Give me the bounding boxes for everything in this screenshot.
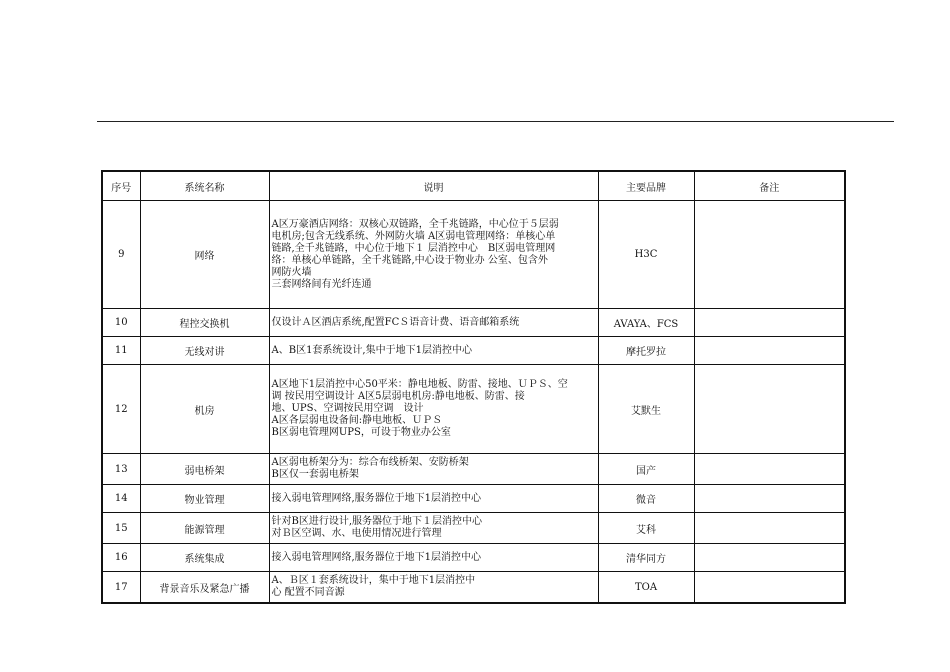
cell-brand: 清华同方 [598, 544, 694, 572]
cell-seq: 14 [102, 485, 140, 513]
cell-description [269, 201, 598, 309]
description-line: 链路,全千兆链路，中心位于地下１ 层消控中心 B区弱电管理网 [271, 242, 556, 254]
cell-description [269, 309, 598, 337]
cell-brand: TOA [598, 572, 694, 604]
table-row [102, 365, 845, 454]
cell-system-name: 能源管理 [140, 513, 269, 544]
description-line: 对Ｂ区空调、水、电使用情况进行管理 [271, 528, 442, 539]
header-seq: 序号 [102, 171, 140, 201]
cell-note [694, 485, 845, 513]
table-row [102, 309, 845, 337]
description-line: B区仅一套弱电桥架 [271, 469, 359, 480]
description-line: 心 配置不同音源 [271, 587, 345, 598]
cell-system-name: 弱电桥架 [140, 454, 269, 485]
header-rule [97, 121, 894, 122]
cell-note [694, 201, 845, 309]
table-row [102, 201, 845, 309]
cell-description [269, 572, 598, 604]
description-line: A、Ｂ区１套系统设计，集中于地下1层消控中 [271, 575, 476, 586]
cell-seq: 12 [102, 365, 140, 454]
description-line: A区万豪酒店网络：双核心双链路，全千兆链路，中心位于５层弱 [271, 218, 559, 230]
cell-brand: 艾默生 [598, 365, 694, 454]
header-description: 说明 [269, 171, 598, 201]
table-header-row [102, 171, 845, 201]
cell-brand: AVAYA、FCS [598, 309, 694, 337]
cell-note [694, 365, 845, 454]
cell-brand: H3C [598, 201, 694, 309]
description-line: 三套网络间有光纤连通 [271, 278, 372, 290]
cell-system-name: 机房 [140, 365, 269, 454]
table-row [102, 485, 845, 513]
cell-brand: 艾科 [598, 513, 694, 544]
cell-seq: 16 [102, 544, 140, 572]
cell-seq: 10 [102, 309, 140, 337]
table-row [102, 513, 845, 544]
cell-note [694, 513, 845, 544]
cell-description [269, 454, 598, 485]
cell-note [694, 544, 845, 572]
description-line: 接入弱电管理网络,服务器位于地下1层消控中心 [271, 492, 482, 504]
description-line: A区弱电桥架分为：综合布线桥架、安防桥架 [271, 457, 469, 468]
cell-brand: 摩托罗拉 [598, 337, 694, 365]
table-row [102, 337, 845, 365]
cell-description [269, 513, 598, 544]
cell-note [694, 337, 845, 365]
cell-note [694, 454, 845, 485]
description-line: 调 按民用空调设计 A区5层弱电机房:静电地板、防雷、接 [271, 391, 525, 402]
description-line: A、B区1套系统设计,集中于地下1层消控中心 [271, 344, 472, 356]
cell-seq: 15 [102, 513, 140, 544]
cell-brand: 微音 [598, 485, 694, 513]
cell-seq: 13 [102, 454, 140, 485]
cell-system-name: 背景音乐及紧急广播 [140, 572, 269, 604]
table-row [102, 572, 845, 604]
cell-system-name: 物业管理 [140, 485, 269, 513]
description-line: A区各层弱电设备间:静电地板、ＵＰＳ [271, 415, 443, 426]
description-line: 网防火墙 [271, 266, 312, 278]
description-line: 接入弱电管理网络,服务器位于地下1层消控中心 [271, 551, 482, 563]
cell-system-name: 网络 [140, 201, 269, 309]
system-table [101, 170, 846, 604]
description-line: 络：单核心单链路，全千兆链路,中心设于物业办 公室、包含外 [271, 254, 548, 266]
cell-note [694, 309, 845, 337]
cell-seq: 17 [102, 572, 140, 604]
description-line: A区地下1层消控中心50平米：静电地板、防雷、接地、ＵＰＳ、空 [271, 379, 568, 390]
cell-description [269, 365, 598, 454]
description-line: 仅设计Ａ区酒店系统,配置FCＳ语音计费、语音邮箱系统 [271, 316, 520, 328]
cell-seq: 9 [102, 201, 140, 309]
header-system-name: 系统名称 [140, 171, 269, 201]
table-row [102, 454, 845, 485]
cell-system-name: 程控交换机 [140, 309, 269, 337]
cell-seq: 11 [102, 337, 140, 365]
header-note: 备注 [694, 171, 845, 201]
cell-description [269, 544, 598, 572]
table-row [102, 544, 845, 572]
cell-description [269, 485, 598, 513]
cell-brand: 国产 [598, 454, 694, 485]
cell-note [694, 572, 845, 604]
description-line: 针对B区进行设计,服务器位于地下１层消控中心 [271, 516, 483, 527]
cell-description [269, 337, 598, 365]
cell-system-name: 无线对讲 [140, 337, 269, 365]
description-line: B区弱电管理网UPS，可设于物业办公室 [271, 427, 451, 438]
description-line: 电机房;包含无线系统、外网防火墙 A区弱电管理网络：单核心单 [271, 230, 556, 242]
header-brand: 主要品牌 [598, 171, 694, 201]
description-line: 地、UPS、空调按民用空调 设计 [271, 403, 424, 414]
cell-system-name: 系统集成 [140, 544, 269, 572]
